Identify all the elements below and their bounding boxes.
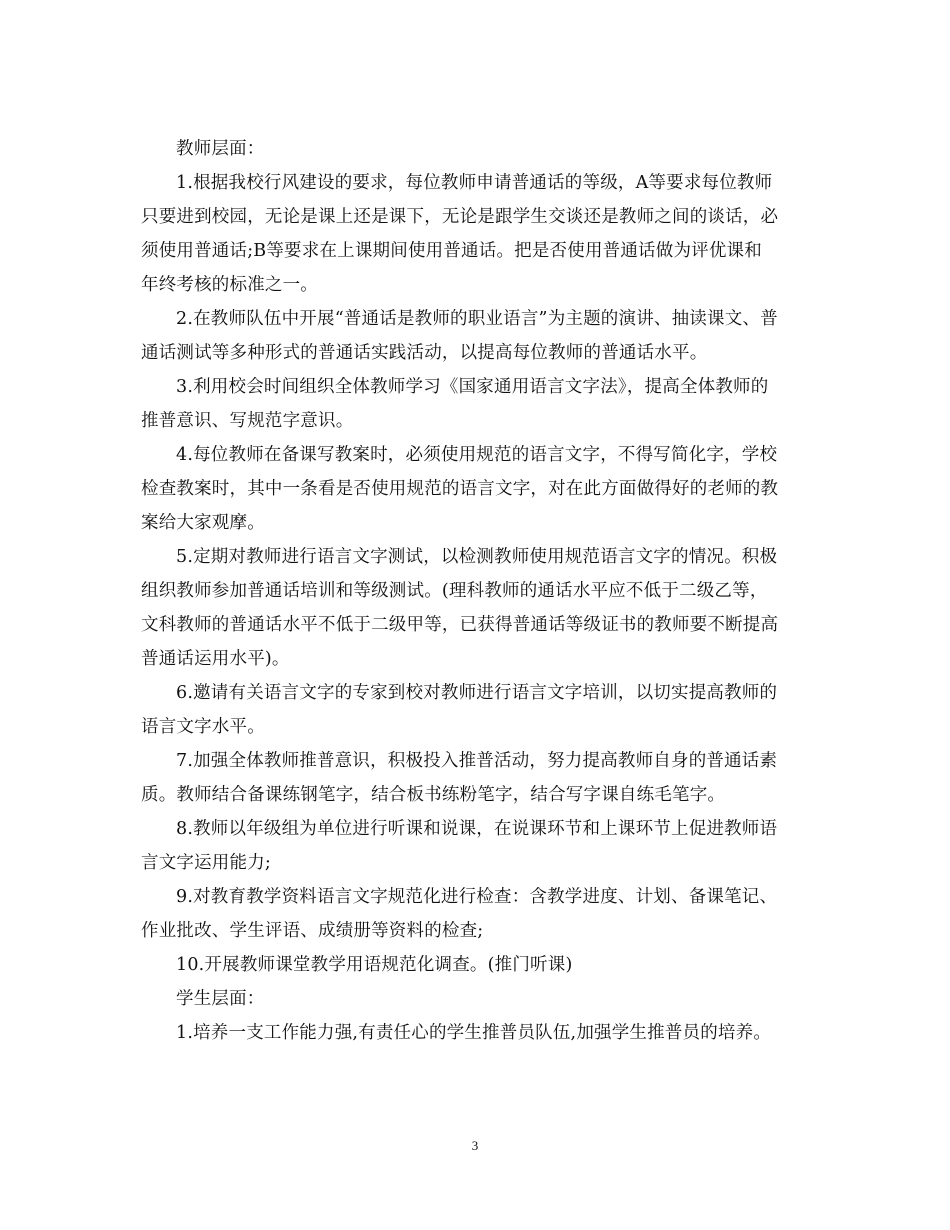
paragraph-line: 1.培养一支工作能力强,有责任心的学生推普员队伍,加强学生推普员的培养。	[176, 1023, 772, 1043]
page-number: 3	[471, 1138, 479, 1153]
section-heading-students: 学生层面：	[176, 989, 265, 1009]
paragraph-line: 语言文字水平。	[141, 717, 265, 737]
paragraph-line: 3.利用校会时间组织全体教师学习《国家通用语言文字法》，提高全体教师的	[176, 377, 769, 397]
paragraph-line: 6.邀请有关语言文字的专家到校对教师进行语言文字培训，以切实提高教师的	[176, 683, 778, 703]
paragraph-line: 须使用普通话;B等要求在上课期间使用普通话。把是否使用普通话做为评优课和	[141, 241, 762, 261]
paragraph-line: 作业批改、学生评语、成绩册等资料的检查;	[141, 921, 484, 941]
paragraph-line: 8.教师以年级组为单位进行听课和说课，在说课环节和上课环节上促进教师语	[176, 819, 778, 839]
paragraph-line: 质。教师结合备课练钢笔字，结合板书练粉笔字，结合写字课自练毛笔字。	[141, 785, 726, 805]
paragraph-line: 年终考核的标准之一。	[141, 275, 318, 295]
paragraph-line: 9.对教育教学资料语言文字规范化进行检查：含教学进度、计划、备课笔记、	[176, 887, 778, 907]
paragraph-line: 7.加强全体教师推普意识，积极投入推普活动，努力提高教师自身的普通话素	[176, 751, 778, 771]
paragraph-line: 只要进到校园，无论是课上还是课下，无论是跟学生交谈还是教师之间的谈话，必	[141, 207, 779, 227]
paragraph-line: 组织教师参加普通话培训和等级测试。(理科教师的通话水平应不低于二级乙等，	[141, 581, 768, 601]
paragraph-line: 案给大家观摩。	[141, 513, 265, 533]
paragraph-line: 4.每位教师在备课写教案时，必须使用规范的语言文字，不得写简化字，学校	[176, 445, 778, 465]
paragraph-line: 10.开展教师课堂教学用语规范化调查。(推门听课)	[176, 955, 573, 975]
paragraph-line: 通话测试等多种形式的普通话实践活动，以提高每位教师的普通话水平。	[141, 343, 708, 363]
paragraph-line: 5.定期对教师进行语言文字测试，以检测教师使用规范语言文字的情况。积极	[176, 547, 778, 567]
paragraph-line: 1.根据我校行风建设的要求，每位教师申请普通话的等级，A等要求每位教师	[176, 173, 773, 193]
paragraph-line: 2.在教师队伍中开展“普通话是教师的职业语言”为主题的演讲、抽读课文、普	[176, 309, 778, 329]
paragraph-line: 文科教师的普通话水平不低于二级甲等，已获得普通话等级证书的教师要不断提高	[141, 615, 779, 635]
paragraph-line: 推普意识、写规范字意识。	[141, 411, 354, 431]
paragraph-line: 检查教案时，其中一条看是否使用规范的语言文字，对在此方面做得好的老师的教	[141, 479, 779, 499]
section-heading-teachers: 教师层面：	[176, 139, 265, 159]
paragraph-line: 言文字运用能力;	[141, 853, 271, 873]
paragraph-line: 普通话运用水平)。	[141, 649, 290, 669]
document-body	[141, 132, 811, 1050]
